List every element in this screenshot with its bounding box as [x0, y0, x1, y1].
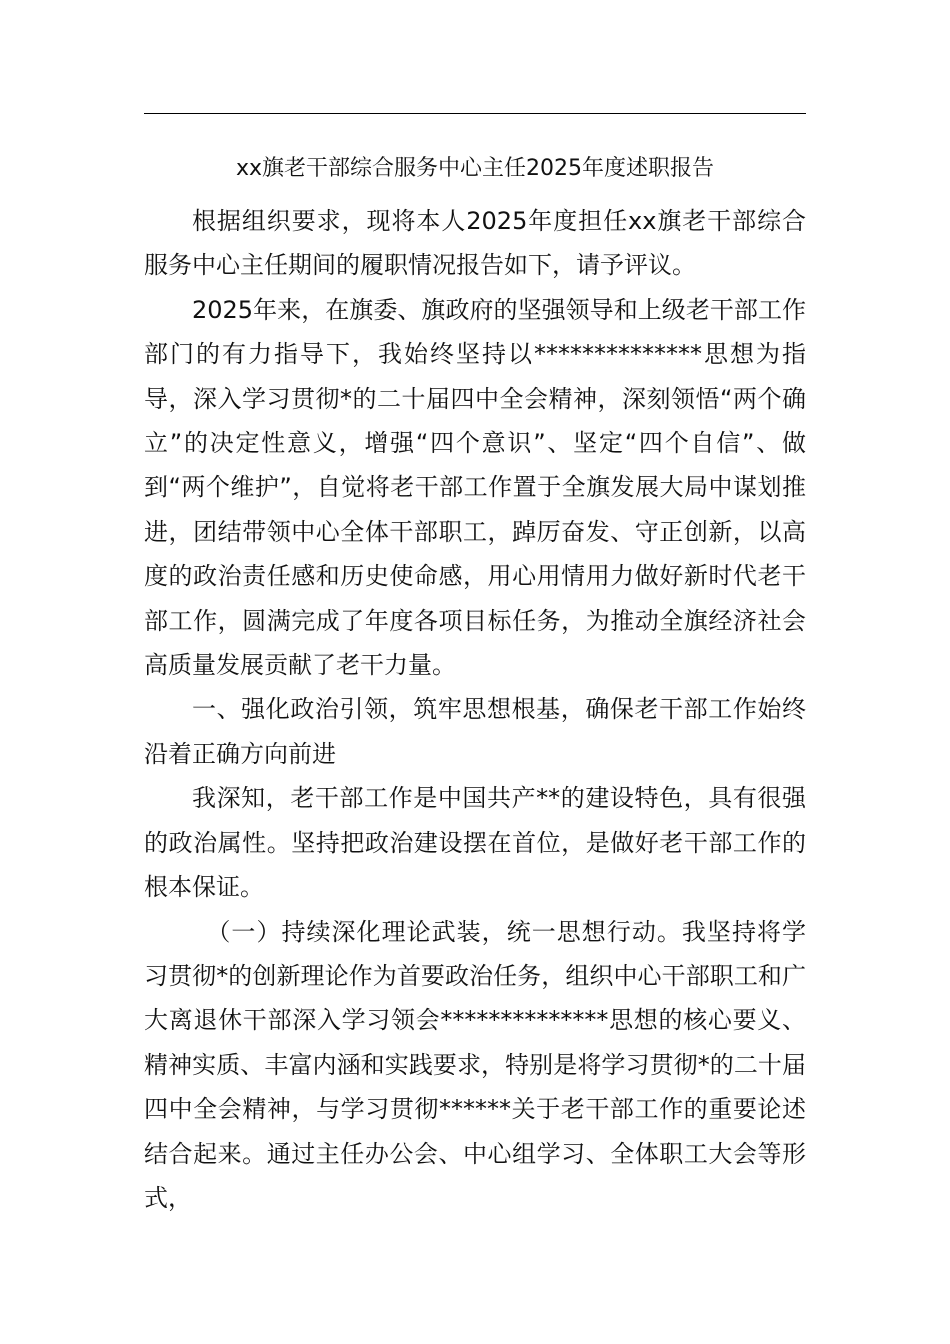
subsection-1-paragraph: （一）持续深化理论武装，统一思想行动。我坚持将学习贯彻*的创新理论作为首要政治任务，组织中心干部职工和广大离退休干部深入学习领会**************思想的核心要义、精神实质、丰富内涵和实践要求，特别是将学习贯彻*的二十届四中全会精神，与学习贯彻******关于老干部工作的重要论述结合起来。通过主任办公会、中心组学习、全体职工大会等形式，	[144, 917, 806, 1212]
section-heading-1: 一、强化政治引领，筑牢思想根基，确保老干部工作始终沿着正确方向前进	[144, 695, 806, 768]
section-1-paragraph: 我深知，老干部工作是中国共产**的建设特色，具有很强的政治属性。坚持把政治建设摆在首位，是做好老干部工作的根本保证。	[144, 784, 806, 902]
document-title: xx旗老干部综合服务中心主任2025年度述职报告	[235, 156, 715, 181]
document-body	[144, 199, 806, 1220]
header-rule	[144, 113, 806, 114]
overview-paragraph: 2025年来，在旗委、旗政府的坚强领导和上级老干部工作部门的有力指导下，我始终坚持以**************思想为指导，深入学习贯彻*的二十届四中全会精神，深刻领悟“两个确立”的决定性意义，增强“四个意识”、坚定“四个自信”、做到“两个维护”，自觉将老干部工作置于全旗发展大局中谋划推进，团结带领中心全体干部职工，踔厉奋发、守正创新，以高度的政治责任感和历史使命感，用心用情用力做好新时代老干部工作，圆满完成了年度各项目标任务，为推动全旗经济社会高质量发展贡献了老干力量。	[144, 295, 806, 680]
intro-paragraph: 根据组织要求，现将本人2025年度担任xx旗老干部综合服务中心主任期间的履职情况报告如下，请予评议。	[144, 207, 806, 280]
